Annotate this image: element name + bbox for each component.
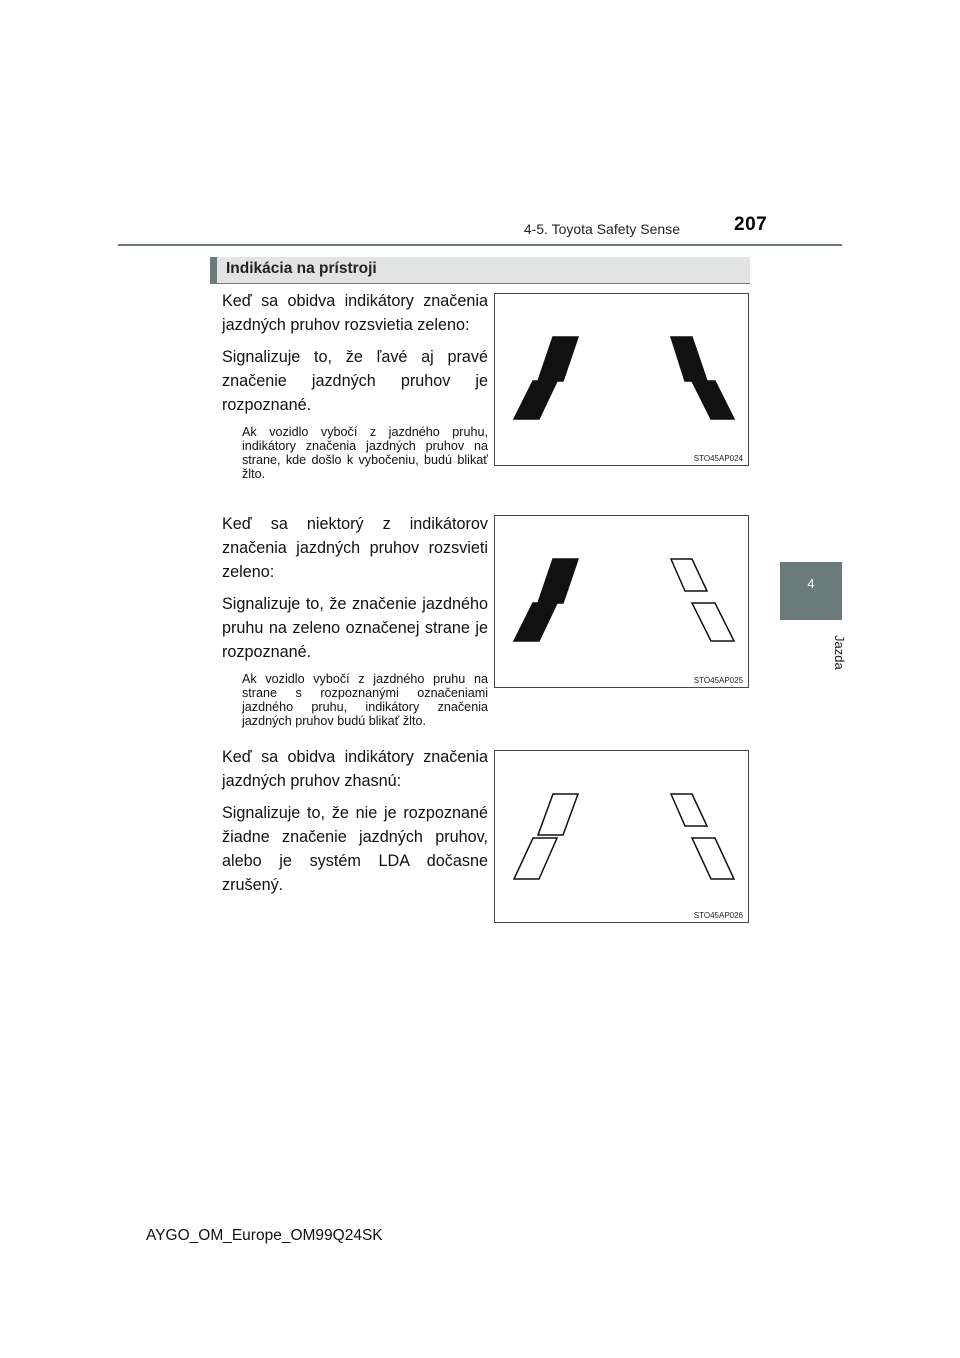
right-lane-marker-lower bbox=[692, 838, 734, 879]
figure-code: STO45AP025 bbox=[693, 676, 743, 685]
lane-markers-illustration bbox=[495, 751, 750, 924]
left-lane-marker-lower bbox=[514, 603, 557, 641]
condition-text: Keď sa obidva indikátory značenia jazdných pruhov rozsvietia zeleno: bbox=[222, 292, 488, 334]
left-lane-marker-upper bbox=[538, 337, 578, 381]
right-lane-marker-lower bbox=[692, 381, 734, 419]
document-id-footer: AYGO_OM_Europe_OM99Q24SK bbox=[146, 1227, 383, 1244]
indicator-block-one-lit bbox=[222, 512, 488, 728]
indicator-block-both-lit bbox=[222, 289, 488, 481]
page-number: 207 bbox=[734, 214, 768, 235]
section-heading: Indikácia na prístroji bbox=[226, 260, 377, 277]
indicator-block-both-off bbox=[222, 745, 488, 905]
right-lane-marker-upper bbox=[671, 794, 707, 826]
section-heading-bar bbox=[210, 257, 750, 283]
left-lane-marker-lower bbox=[514, 838, 557, 879]
note-text: Ak vozidlo vybočí z jazdného pruhu na strane s rozpoznanými označeniami jazdného pruhu, indikátory značenia jazdných pruhov budú blikať žlto. bbox=[242, 672, 488, 728]
header-divider bbox=[118, 244, 842, 246]
lane-indicator-figure-both-lit bbox=[494, 293, 749, 466]
chapter-number: 4 bbox=[807, 576, 815, 591]
lane-markers-illustration bbox=[495, 294, 750, 467]
meaning-text: Signalizuje to, že ľavé aj pravé značenie jazdných pruhov je rozpoznané. bbox=[222, 348, 488, 414]
chapter-name: Jazda bbox=[832, 634, 847, 670]
lane-markers-illustration bbox=[495, 516, 750, 689]
figure-code: STO45AP024 bbox=[693, 454, 743, 463]
condition-text: Keď sa obidva indikátory značenia jazdných pruhov zhasnú: bbox=[222, 748, 488, 790]
right-lane-marker-upper bbox=[671, 559, 707, 591]
left-lane-marker-lower bbox=[514, 381, 557, 419]
chapter-tab bbox=[780, 562, 842, 620]
left-lane-marker-upper bbox=[538, 559, 578, 603]
right-lane-marker-upper bbox=[671, 337, 707, 381]
left-lane-marker-upper bbox=[538, 794, 578, 835]
lane-indicator-figure-both-off bbox=[494, 750, 749, 923]
figure-code: STO45AP026 bbox=[693, 911, 743, 920]
right-lane-marker-lower bbox=[692, 603, 734, 641]
lane-indicator-figure-one-lit bbox=[494, 515, 749, 688]
section-divider bbox=[210, 283, 750, 284]
meaning-text: Signalizuje to, že nie je rozpoznané žiadne značenie jazdných pruhov, alebo je systém LDA dočasne zrušený. bbox=[222, 804, 488, 894]
meaning-text: Signalizuje to, že značenie jazdného pruhu na zeleno označenej strane je rozpoznané. bbox=[222, 595, 488, 661]
condition-text: Keď sa niektorý z indikátorov značenia jazdných pruhov rozsvieti zeleno: bbox=[222, 515, 488, 581]
note-text: Ak vozidlo vybočí z jazdného pruhu, indikátory značenia jazdných pruhov na strane, kde došlo k vybočeniu, budú blikať žlto. bbox=[242, 425, 488, 481]
running-header-section-title: 4-5. Toyota Safety Sense bbox=[523, 221, 680, 237]
